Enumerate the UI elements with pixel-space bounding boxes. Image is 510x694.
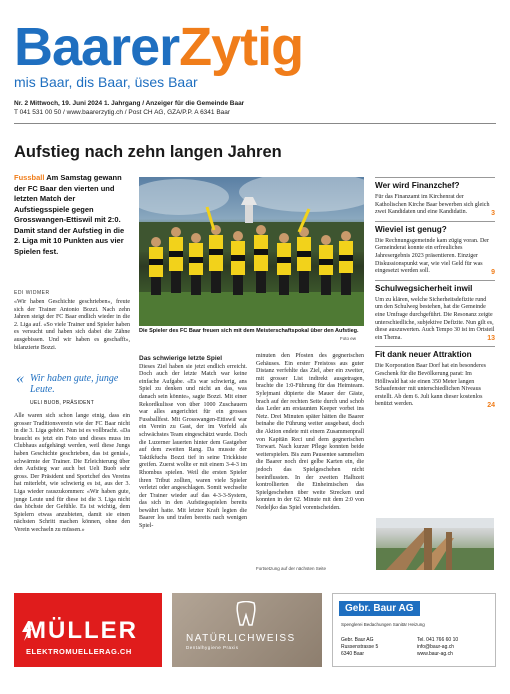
article-paragraph: «Wir haben Geschichte geschrieben», freute sich der Trainer Antonio Bozzi. Nach zehn Jahren steigt der FC Baar endlich wieder in die 2. Liga auf. «So viele Trainer und Spieler haben es versucht und haben sich dabei die Zähne ausgebissen. Und wir haben es geschafft», bilanzierte Bozzi. [14, 299, 130, 351]
ad-gebr-baur-name: Gebr. Baur AG [339, 601, 420, 616]
team-photo-illustration [139, 177, 364, 326]
article-column-1b [14, 413, 130, 535]
tooth-icon [234, 601, 258, 627]
contact-email[interactable]: info@baur-ag.ch [417, 644, 455, 650]
team-photo[interactable] [139, 177, 364, 326]
teaser-text: Um zu klären, welche Sicherheitsdefizite rund um den Schulweg bestehen, hat die Gemeinde eine Umfrage durchgeführt. Die Resonanz zeigte unterschiedliche, subjektive Defizite. Nun gilt es, diese auszuwerten. Auch Tempo 30 ist im Ortsteil ein Thema. [375, 296, 495, 341]
article-paragraph: minuten den Pfosten des gegnerischen Gehäuses. Ein erster Freistoss aus guter Distanz verfehlte das Ziel, aber ein zweiter, mit grosser List indirekt ausgetragen, brachte die 1:0-Führung für das Heimteam. Sylejmani düpierte die Mauer der Gäste, brach auf der rechten Seite durch und schob das Leder am erstaunten Keeper vorbei ins Netz. Drei Minuten später hätten die Baarer beinahe die Führung weiter ausgebaut, doch die Aktion endete mit einem Zusammenprall von Kapitän Reci und dem gegnerischen Torwart. Nach kurzer Pflege konnten beide weiterspielen. Bis zum Pausentee sammelten die Baarer noch drei gelbe Karten ein, die jedoch das Spielgeschehen nicht beeinflussten. In der zweiten Halbzeit kontrollierten die Einheimischen das Spielgeschehen über weite Strecken und konnten in der 62. Minute mit dem 2:0 von Nedeljko das Spiel vorentscheiden. [256, 353, 364, 511]
sidebar-teasers [375, 177, 495, 413]
ad-mueller-url: ELEKTROMUELLERAG.CH [26, 647, 132, 656]
article-lead-text: Am Samstag gewann der FC Baar den vierten und letzten Match der Aufstiegsspiele gegen Grosswangen-Ettiswil mit 2:0. Damit stand der Aufstieg in die 2. Liga mit 10 Punkten aus vier Spielen fest. [14, 173, 125, 256]
article-paragraph: Alle waren sich schon lange einig, dass ein grosser Traditionsverein wie der FC Baar nicht in die 3. Liga gehört. Nun ist es vollbracht. «Da braucht es jetzt ein Foto und dieses muss im Clubhaus aufgehängt werden, weil diese Jungs haben Geschichte geschrieben, das ist genial», schwärmte der Trainer. Die Erleichterung über den Aufstieg war auch bei Ueli Buob sehr gross. Der Präsident und Sportchef des Vereins hat miterlebt, wie schwierig es ist, aus der 3. Liga wieder rauszukommen: «Wir haben gute, junge Leute und für diese ist die 3. Liga nicht das höchste der Gefühle. Es ist wichtig, dem Spielern etwas anzubieten, damit sie einen nächsten Schritt machen können, ohne den Verein wechseln zu müssen.» [14, 413, 130, 533]
tower-illustration [376, 518, 494, 570]
ad-mueller-name: MÜLLER [26, 617, 138, 644]
teaser-text: Die Korporation Baar Dorf hat ein besonderes Geschenk für die Bevölkerung parat: Im Hölliwald hat sie einen 350 Meter langen Schaufenstег mit unterschiedlichen Niveaus erstellt. Ab dem 6. Juli kann dieser kostenlos benützt werden. [375, 363, 486, 408]
logo-baarer[interactable]: Baarer [14, 17, 180, 77]
teaser-item[interactable] [375, 280, 495, 343]
teaser-text: Für das Finanzamt im Kirchenrat der Katholischen Kirche Baar bewerben sich gleich zwei Kandidaten und eine Kandidatin. [375, 194, 490, 216]
contact-web[interactable]: www.baur-ag.ch [417, 651, 453, 657]
tower-photo[interactable] [376, 518, 494, 570]
quote-mark-icon: « [16, 370, 24, 387]
teaser-page-number: 24 [487, 401, 495, 409]
address-line: 6340 Baar [341, 651, 365, 657]
teaser-page-number: 3 [491, 209, 495, 217]
slogan: mis Baar, dis Baar, üses Baar [14, 74, 198, 90]
logo-zytig[interactable]: Zytig [179, 17, 304, 77]
ad-gebr-baur[interactable] [332, 593, 496, 667]
address-line: Russenstrasse 5 [341, 644, 379, 650]
ad-gebr-baur-address [341, 637, 378, 658]
divider [14, 123, 496, 124]
article-lead [14, 173, 130, 257]
ad-gebr-baur-services: Spenglerei Bedachungen Sanitär Heizung [341, 622, 425, 627]
contact-phone[interactable]: Tel. 041 766 60 10 [417, 637, 459, 643]
ad-natuerlichweiss[interactable] [172, 593, 322, 667]
pull-quote-source: UELI BUOB, PRÄSIDENT [30, 400, 95, 406]
teaser-title: Schulwegsicherheit inwil [375, 283, 473, 293]
teaser-title: Wer wird Finanzchef? [375, 181, 460, 190]
teaser-page-number: 13 [487, 335, 495, 343]
teaser-text: Die Rechnungsgemeinde kam zügig voran. Der Gemeinderat konnte ein erfreuliches Jahresergebnis 2023 präsentieren. Einziger Diskussionspunkt war, wie viel Geld für was eingesetzt werden soll. [375, 237, 489, 275]
photo-caption: Die Spieler des FC Baar freuen sich mit dem Meisterschaftspokal über den Aufstieg. [139, 328, 359, 334]
issue-info [14, 99, 504, 117]
teaser-item[interactable] [375, 221, 495, 276]
article-paragraph: Dieses Ziel haben sie jetzt endlich erreicht. Doch auch der letzte Match war keine einfache Aufgabe. «Es war schwierig, ans Spiel zu denken und nicht an das, was danach sein könnte», sagte Bozzi. Mit einer Rekordkulisse von über 1000 Zuschauern war alles angerichtet für ein grosses Fussballfest. Mit Grosswangen-Ettiswil war ein Verein zu Gast, der im Vorfeld als schwächstes Team eingeschätzt wurde. Doch die Luzerner lauerten hinter dem Gastgeber auf dem zweiten Rang. Da musste der Taktikfuchs Bozzi tief in seine Trickkiste greifen. Zuerst wollte er mit einem 3-4-3 im Rhombus spielen. Weil die ersten Spieler ihren Tribut zollten, waren viele Spieler verletzt oder angeschlagen. Somit wechselte der Trainer wieder auf das 4-3-3-System, das sich in den Aufstiegsspielen bereits bewährt hatte. Mit letzter Kraft legten die Baarer los und trafen bereits nach wenigen Spiel- [139, 363, 247, 530]
masthead [14, 18, 504, 76]
contact-line: T 041 531 00 50 / www.baarerzytig.ch / Post CH AG, GZA/P.P. A 6341 Baar [14, 109, 231, 116]
ad-natuerlichweiss-name: NATÜRLICHWEISS [186, 633, 296, 644]
pull-quote: Wir haben gute, junge Leute. [30, 373, 119, 395]
ad-natuerlichweiss-sub: Dentalhygiene Praxis [186, 645, 239, 650]
article-byline: EDI WIDMER [14, 290, 50, 296]
address-line: Gebr. Baur AG [341, 637, 374, 643]
article-column-1 [14, 299, 130, 352]
ad-gebr-baur-contact [417, 637, 458, 658]
photo-credit: Foto ew [340, 336, 357, 341]
continuation-note[interactable]: Fortsetzung auf der nächsten Seite [256, 566, 327, 571]
article-column-2 [139, 353, 247, 531]
teaser-item[interactable] [375, 346, 495, 409]
article-kicker: Fussball [14, 173, 45, 182]
article-subheading: Das schwierige letzte Spiel [139, 355, 223, 362]
article-column-3 [256, 353, 364, 512]
teaser-title: Fit dank neuer Attraktion [375, 350, 472, 360]
ad-row [14, 591, 496, 669]
article-headline[interactable]: Aufstieg nach zehn langen Jahren [14, 143, 282, 161]
teaser-title: Wieviel ist genug? [375, 224, 447, 234]
teaser-item[interactable] [375, 177, 495, 217]
ad-mueller[interactable] [14, 593, 162, 667]
teaser-page-number: 9 [491, 268, 495, 276]
issue-line: Nr. 2 Mittwoch, 19. Juni 2024 1. Jahrgang / Anzeiger für die Gemeinde Baar [14, 100, 245, 107]
